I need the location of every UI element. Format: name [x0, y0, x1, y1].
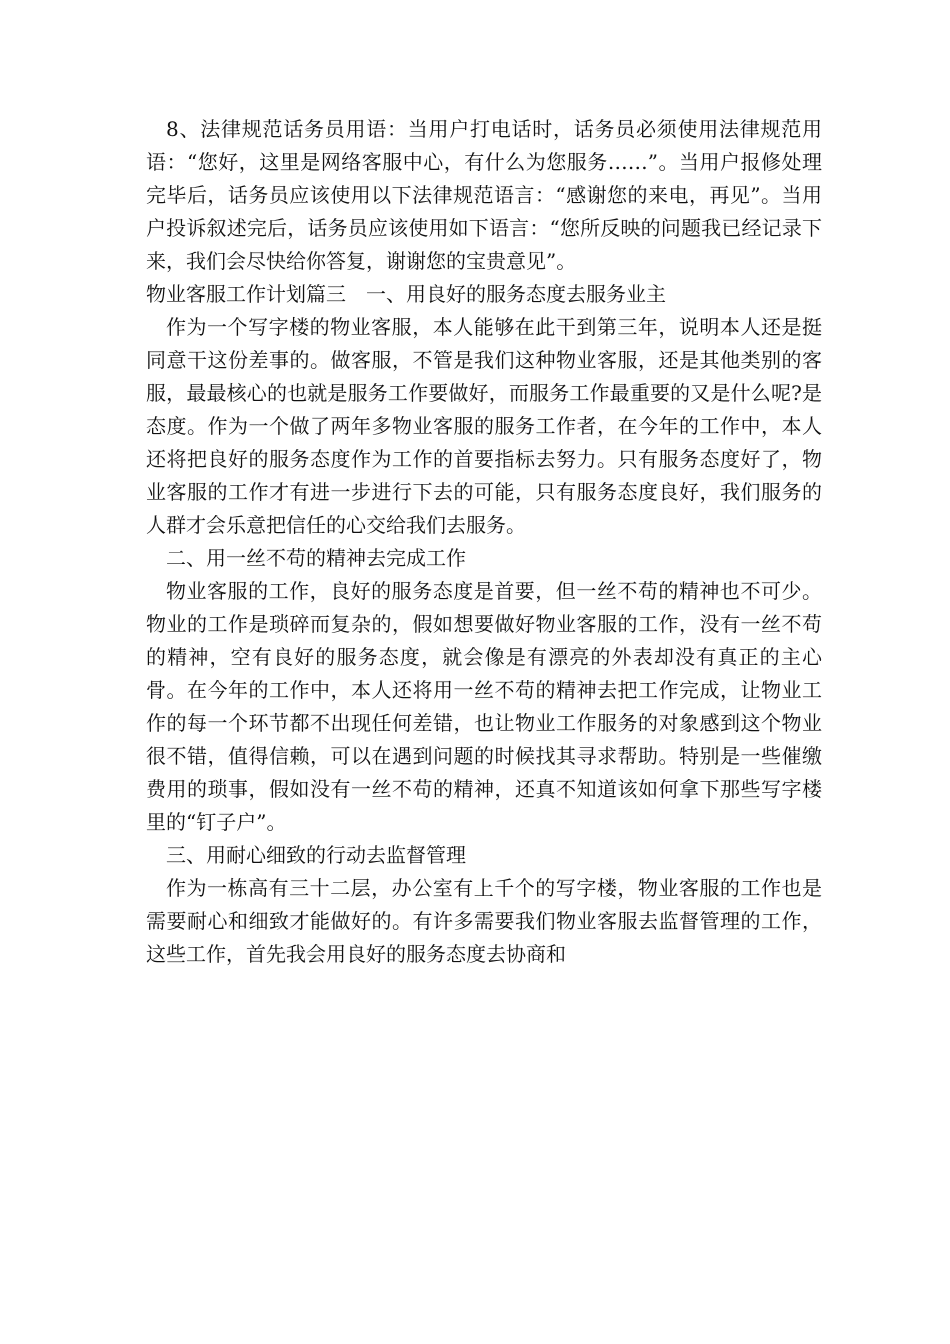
- document-body: [146, 113, 822, 971]
- heading-meticulous-spirit: 二、用一丝不苟的精神去完成工作: [166, 546, 466, 570]
- heading-supervision: 三、用耐心细致的行动去监督管理: [166, 843, 466, 867]
- paragraph-supervision: 作为一栋高有三十二层，办公室有上千个的写字楼，物业客服的工作也是需要耐心和细致才能做好的。有许多需要我们物业客服去监督管理的工作，这些工作，首先我会用良好的服务态度去协商和: [146, 876, 822, 966]
- paragraph-operator-language: 8、法律规范话务员用语：当用户打电话时，话务员必须使用法律规范用语：“您好，这里是网络客服中心，有什么为您服务……”。当用户报修处理完毕后，话务员应该使用以下法律规范语言：“感谢您的来电，再见”。当用户投诉叙述完后，话务员应该使用如下语言：“您所反映的问题我已经记录下来，我们会尽快给你答复，谢谢您的宝贵意见”。: [146, 117, 822, 273]
- section-title-plan-three: 物业客服工作计划篇三 一、用良好的服务态度去服务业主: [146, 282, 666, 306]
- paragraph-meticulous-work: 物业客服的工作，良好的服务态度是首要，但一丝不苟的精神也不可少。物业的工作是琐碎而复杂的，假如想要做好物业客服的工作，没有一丝不苟的精神，空有良好的服务态度，就会像是有漂亮的外表却没有真正的主心骨。在今年的工作中，本人还将用一丝不苟的精神去把工作完成，让物业工作的每一个环节都不出现任何差错，也让物业工作服务的对象感到这个物业很不错，值得信赖，可以在遇到问题的时候找其寻求帮助。特别是一些催缴费用的琐事，假如没有一丝不苟的精神，还真不知道该如何拿下那些写字楼里的“钉子户”。: [146, 579, 822, 834]
- paragraph-service-attitude: 作为一个写字楼的物业客服，本人能够在此干到第三年，说明本人还是挺同意干这份差事的。做客服，不管是我们这种物业客服，还是其他类别的客服，最最核心的也就是服务工作要做好，而服务工作最重要的又是什么呢?是态度。作为一个做了两年多物业客服的服务工作者，在今年的工作中，本人还将把良好的服务态度作为工作的首要指标去努力。只有服务态度好了，物业客服的工作才有进一步进行下去的可能，只有服务态度良好，我们服务的人群才会乐意把信任的心交给我们去服务。: [146, 315, 822, 537]
